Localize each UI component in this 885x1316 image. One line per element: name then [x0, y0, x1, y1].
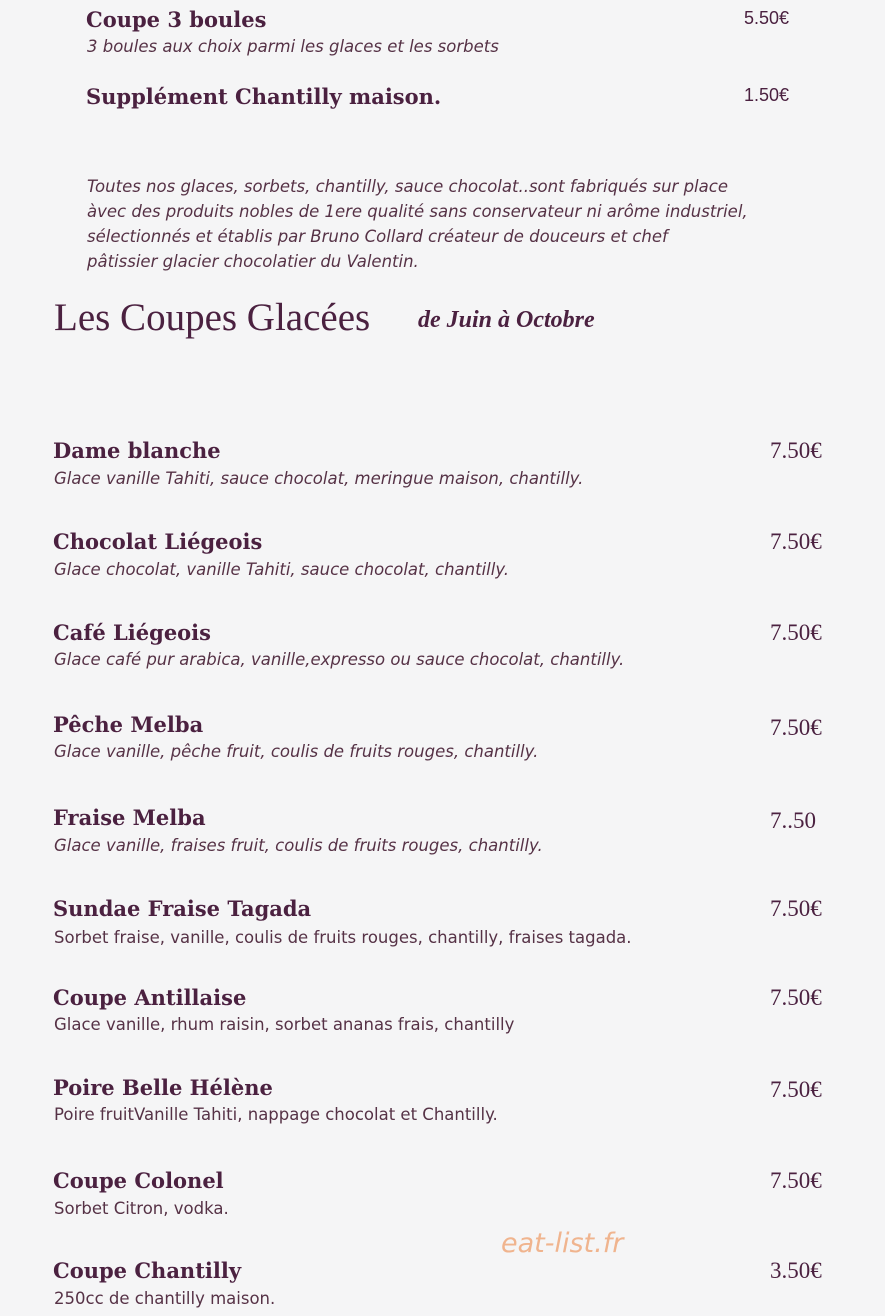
item-description: Poire fruitVanille Tahiti, nappage chocolat et Chantilly. — [54, 1105, 498, 1124]
item-name: Coupe Antillaise — [53, 985, 247, 1010]
item-description: Glace vanille Tahiti, sauce chocolat, meringue maison, chantilly. — [54, 469, 584, 488]
item-description: Glace vanille, fraises fruit, coulis de fruits rouges, chantilly. — [54, 836, 543, 855]
item-description: Sorbet Citron, vodka. — [54, 1199, 229, 1218]
item-description: Glace café pur arabica, vanille,expresso ou sauce chocolat, chantilly. — [54, 650, 625, 669]
item-name: Coupe Chantilly — [53, 1258, 242, 1283]
item-description: 250cc de chantilly maison. — [54, 1289, 276, 1308]
item-price: 7.50€ — [770, 438, 822, 463]
item-price: 7.50€ — [770, 1077, 822, 1102]
house-made-note — [87, 174, 803, 274]
item-price: 3.50€ — [770, 1258, 822, 1283]
note-line: pâtissier glacier chocolatier du Valentin. — [87, 252, 419, 271]
item-description: Sorbet fraise, vanille, coulis de fruits rouges, chantilly, fraises tagada. — [54, 928, 632, 947]
item-name: Pêche Melba — [53, 712, 204, 737]
section-subtitle: de Juin à Octobre — [418, 307, 595, 333]
note-line: sélectionnés et établis par Bruno Collard créateur de douceurs et chef — [87, 227, 668, 246]
item-name: Poire Belle Hélène — [53, 1075, 273, 1100]
note-line: àvec des produits nobles de 1ere qualité sans conservateur ni arôme industriel, — [87, 202, 748, 221]
item-description: Glace vanille, pêche fruit, coulis de fruits rouges, chantilly. — [54, 742, 539, 761]
item-price: 7.50€ — [770, 715, 822, 740]
item-name: Café Liégeois — [53, 620, 211, 645]
item-price: 7.50€ — [770, 1168, 822, 1193]
item-name: Fraise Melba — [53, 805, 206, 830]
item-price: 7.50€ — [770, 985, 822, 1010]
item-price: 7.50€ — [770, 620, 822, 645]
item-description-coupe-3-boules: 3 boules aux choix parmi les glaces et les sorbets — [87, 37, 499, 56]
item-description: Glace vanille, rhum raisin, sorbet ananas frais, chantilly — [54, 1015, 515, 1034]
item-description: Glace chocolat, vanille Tahiti, sauce chocolat, chantilly. — [54, 560, 510, 579]
item-name: Dame blanche — [53, 438, 221, 463]
section-title: Les Coupes Glacées — [54, 296, 371, 339]
item-price: 7.50€ — [770, 529, 822, 554]
item-name: Chocolat Liégeois — [53, 529, 263, 554]
item-name-coupe-3-boules: Coupe 3 boules — [86, 7, 267, 32]
item-name: Sundae Fraise Tagada — [53, 896, 312, 921]
item-price-supplement-chantilly: 1.50€ — [744, 85, 790, 105]
item-name-supplement-chantilly: Supplément Chantilly maison. — [86, 84, 442, 109]
watermark: eat-list.fr — [501, 1228, 624, 1259]
item-price-coupe-3-boules: 5.50€ — [744, 8, 790, 28]
item-name: Coupe Colonel — [53, 1168, 224, 1193]
note-line: Toutes nos glaces, sorbets, chantilly, sauce chocolat..sont fabriqués sur place — [87, 177, 728, 196]
item-price: 7.50€ — [770, 896, 822, 921]
item-price: 7..50 — [770, 808, 816, 833]
